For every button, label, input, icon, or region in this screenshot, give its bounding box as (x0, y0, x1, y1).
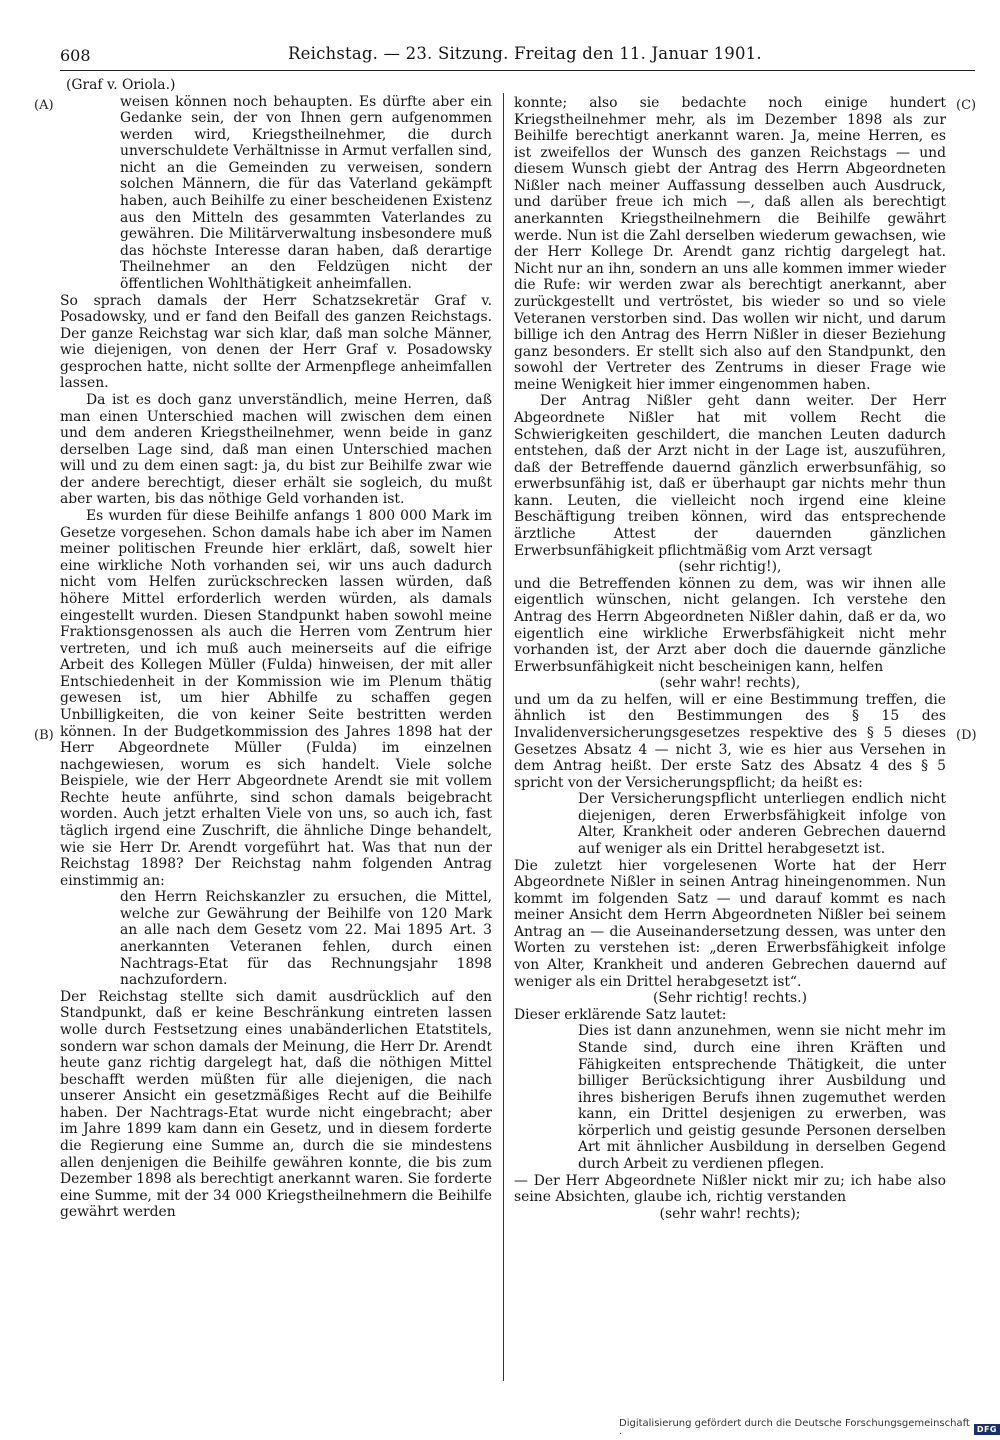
right-column (514, 95, 946, 1222)
right-paragraph: Der Antrag Nißler geht dann weiter. Der Herr Abgeordnete Nißler hat mit vollem Recht die Schwierigkeiten geschildert, die manchen Leuten dadurch entstehen, daß der Arzt nicht in der Lage ist, auszuführen, daß der Betreffende dauernd gänzlich erwerbsunfähig, so erwerbsunfähig ist, daß er überhaupt gar nichts mehr thun kann. Leuten, die vielleicht noch irgend eine kleine Beschäftigung treiben können, wird das entsprechende ärztliche Attest der dauernden gänzlichen Erwerbsunfähigkeit pflichtmäßig vom Arzt versagt (514, 393, 946, 559)
left-paragraph: So sprach damals der Herr Schatzsekretär Graf v. Posadowsky, und er fand den Beifall des ganzen Reichstags. Der ganze Reichstag war sich klar, daß man solche Männer, wie diejenigen, von denen der Herr Graf v. Posadowsky gesprochen hatte, nicht sollte der Armenpflege anheimfallen lassen. (60, 292, 492, 392)
right-paragraph: Die zuletzt hier vorgelesenen Worte hat der Herr Abgeordnete Nißler in seinen Antrag hineingenommen. Nun kommt im folgenden Satz — und darauf kommt es nach meiner Ansicht dem Herrn Abgeordneten Nißler bei seinem Antrag an — die Auseinandersetzung dessen, was unter den Worten zu verstehen ist: „deren Erwerbsfähigkeit infolge von Alter, Krankheit und anderen Gebrechen dauernd auf weniger als ein Drittel herabgesetzt ist“. (514, 857, 946, 990)
left-paragraph: Es wurden für diese Beihilfe anfangs 1 800 000 Mark im Gesetze vorgesehen. Schon damals habe ich aber im Namen meiner politischen Freunde hier erklärt, daß, sowelt hier eine wirkliche Noth vorhanden sei, wir uns auch dadurch nicht vom Helfen zurückschrecken lassen würden, daß höhere Mittel erforderlich werden würden, als damals eingestellt wurden. Diesen Standpunkt haben sowohl meine Fraktionsgenossen als auch die Herren vom Zentrum hier vertreten, und ich muß auch meinerseits auf die eifrige Arbeit des Kollegen Müller (Fulda) hinweisen, der mit aller Entschiedenheit in der Kommission wie im Plenum thätig gewesen ist, um hier Abhilfe zu schaffen gegen Unbilligkeiten, die von keiner Seite bestritten werden können. In der Budgetkommission des Jahres 1898 hat der Herr Abgeordnete Müller (Fulda) im einzelnen nachgewiesen, worum es sich handelt. Viele solche Beispiele, wie der Herr Abgeordnete Arendt sie mit vollem Rechte heute anführte, sind schon damals beigebracht worden. Auch jetzt erhalten Viele von uns, so auch ich, fast täglich irgend eine Zuschrift, die ähnliche Dinge behandelt, wie sie Herr Dr. Arendt vorgeführt hat. Was that nun der Reichstag 1898? Der Reichstag nahm folgenden Antrag einstimmig an: (60, 508, 492, 889)
page-number: 608 (60, 46, 91, 65)
left-column (60, 77, 492, 1221)
right-paragraph: (sehr wahr! rechts), (659, 675, 801, 692)
running-title: Reichstag. — 23. Sitzung. Freitag den 11. Januar 1901. (288, 44, 762, 63)
right-paragraph: — Der Herr Abgeordnete Nißler nickt mir zu; ich habe also seine Absichten, glaube ich, richtig verstanden (514, 1172, 946, 1206)
margin-marker-a: (A) (34, 98, 54, 113)
right-paragraph: (sehr wahr! rechts); (659, 1205, 801, 1222)
left-paragraph: Der Reichstag stellte sich damit ausdrücklich auf den Standpunkt, daß er keine Beschränkung eintreten lassen wolle durch Festsetzung eines unabänderlichen Etatstitels, sondern war schon damals der Meinung, die Herr Dr. Arendt heute ganz richtig dargelegt hat, daß die nöthigen Mittel beschafft werden müßten für alle diejenigen, die nach unserer Ansicht ein gesetzmäßiges Recht auf die Beihilfe haben. Der Nachtrags-Etat wurde nicht eingebracht; aber im Jahre 1899 kam dann ein Gesetz, und in diesem forderte die Regierung eine Summe an, durch die sie mindestens allen denjenigen die Beihilfe gewähren konnte, die bis zum Dezember 1898 als berechtigt anerkannt waren. Sie forderte eine Summe, mit der 34 000 Kriegstheilnehmern die Beihilfe gewährt werden (60, 988, 492, 1221)
column-divider (503, 93, 504, 1381)
footer-credit (619, 1418, 1000, 1440)
left-paragraph: Da ist es doch ganz unverständlich, meine Herren, daß man einen Unterschied machen will zwischen dem einen und dem anderen Kriegstheilnehmer, wenn beide in ganz derselben Lage sind, daß man einen Unterschied machen will und zu dem einen sagt: ja, du bist zur Beihilfe zwar wie der andere berechtigt, dieser erhält sie sogleich, du mußt aber warten, bis das nöthige Geld vorhanden ist. (60, 391, 492, 508)
margin-marker-d: (D) (956, 728, 977, 743)
right-paragraph: konnte; also sie bedachte noch einige hundert Kriegstheilnehmer mehr, als im Dezember 1898 als zur Beihilfe berechtigt anerkannt waren. Ja, meine Herren, es ist zweifellos der Wunsch des ganzen Reichstags — und diesem Wunsch giebt der Antrag des Herrn Abgeordneten Nißler nach meiner Auffassung desselben auch Ausdruck, und darüber freue ich mich —, daß allen als berechtigt anerkannten Kriegstheilnehmern die Beihilfe gewährt werde. Nun ist die Zahl derselben wiederum gewachsen, wie der Herr Kollege Dr. Arendt ganz richtig dargelegt hat. Nicht nur an ihn, sondern an uns alle kommen immer wieder die Rufe: wir werden zwar als berechtigt anerkannt, aber zurückgestellt und vertröstet, bis wieder so und so viele Veteranen verstorben sind. Das wollen wir nicht, und darum billige ich den Antrag des Herrn Nißler in dieser Beziehung ganz besonders. Er stellt sich also auf den Standpunkt, den sowohl der Vertreter des Zentrums in dieser Frage wie meine Wenigkeit hier immer eingenommen haben. (514, 95, 946, 393)
margin-marker-c: (C) (956, 98, 977, 113)
right-paragraph: (sehr richtig!), (678, 559, 782, 576)
right-paragraph: Dies ist dann anzunehmen, wenn sie nicht mehr im Stande sind, durch eine ihren Kräften und Fähigkeiten entsprechende Thätigkeit, die unter billiger Berücksichtigung ihrer Ausbildung und ihres bisherigen Berufs ihnen zugemuthet werden kann, ein Drittel desjenigen zu erwerben, was körperlich und geistig gesunde Personen derselben Art mit ähnlicher Ausbildung in derselben Gegend durch Arbeit zu verdienen pflegen. (578, 1023, 946, 1172)
right-paragraph: und die Betreffenden können zu dem, was wir ihnen alle eigentlich wünschen, nicht gelangen. Ich verstehe den Antrag des Herrn Abgeordneten Nißler dahin, daß er da, wo eigentlich eine wirkliche Erwerbsfähigkeit nicht mehr vorhanden ist, der Arzt aber doch die dauernde gänzliche Erwerbsunfähigkeit nicht bescheinigen kann, helfen (514, 575, 946, 675)
dfg-logo: DFG (974, 1424, 1000, 1435)
footer-text: Digitalisierung gefördert durch die Deutsche Forschungsgemeinschaft · (619, 1418, 970, 1440)
left-paragraph: den Herrn Reichskanzler zu ersuchen, die Mittel, welche zur Gewährung der Beihilfe von 120 Mark an alle nach dem Gesetz vom 22. Mai 1895 Art. 3 anerkannten Veteranen fehlen, durch einen Nachtrags-Etat für das Rechnungsjahr 1898 nachzufordern. (120, 889, 492, 989)
right-paragraph: (Sehr richtig! rechts.) (652, 990, 807, 1007)
margin-marker-b: (B) (34, 728, 54, 743)
right-paragraph: Dieser erklärende Satz lautet: (514, 1006, 727, 1023)
speaker-label: (Graf v. Oriola.) (66, 77, 176, 93)
page-header (60, 44, 975, 71)
right-paragraph: und um da zu helfen, will er eine Bestimmung treffen, die ähnlich ist den Bestimmungen des § 15 des Invalidenversicherungsgesetzes respektive des § 5 dieses Gesetzes Absatz 4 — nicht 3, wie es hier aus Versehen in dem Antrag heißt. Der erste Satz des Absatz 4 des § 5 spricht von der Versicherungspflicht; da heißt es: (514, 691, 946, 791)
left-paragraph: weisen können noch behaupten. Es dürfte aber ein Gedanke sein, der von Ihnen gern aufgenommen werden wird, Kriegstheilnehmer, die durch unverschuldete Verhältnisse in Armut verfallen sind, nicht an die Gemeinden zu verweisen, sondern solchen Männern, die für das Vaterland gekämpft haben, auch Beihilfe zu einer bescheidenen Existenz aus den Mitteln des gesammten Vaterlandes zu gewähren. Die Militärverwaltung insbesondere muß das höchste Interesse daran haben, daß derartige Theilnehmer an den Feldzügen nicht der öffentlichen Wohlthätigkeit anheimfallen. (120, 93, 492, 292)
right-paragraph: Der Versicherungspflicht unterliegen endlich nicht diejenigen, deren Erwerbsfähigkeit infolge von Alter, Krankheit oder anderen Gebrechen dauernd auf weniger als ein Drittel herabgesetzt ist. (578, 791, 946, 858)
